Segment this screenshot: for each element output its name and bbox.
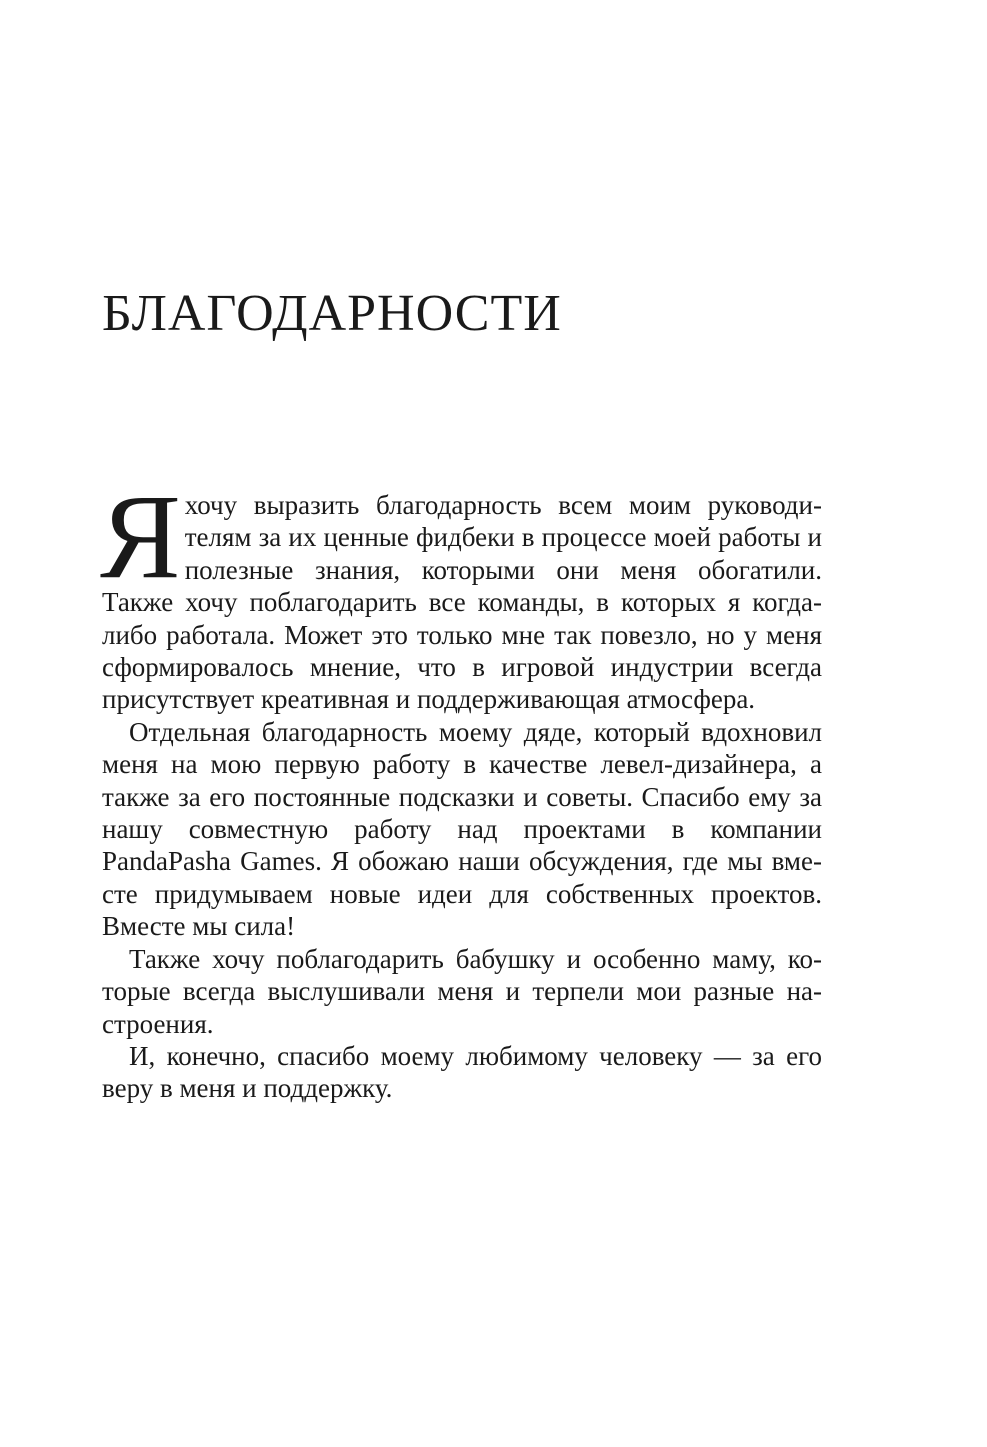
paragraph-2: Отдельная благодарность моему дяде, который вдохновил меня на мою первую работу в качестве левел-дизайнера, а также за его постоянные подсказки и советы. Спасибо ему за нашу совместную работу над проектами в компании PandaPasha Games. Я обожаю наши обсуждения, где мы вместе придумываем новые идеи для собственных проектов. Вместе мы сила! — [102, 716, 822, 942]
paragraph-1-text: хочу выразить благодарность всем моим руководителям за их ценные фидбеки в процессе моей работы и полезные знания, которыми они меня обогатили. Также хочу поблагодарить все команды, в которых я когда-либо работала. Может это только мне так повезло, но у меня сформировалось мнение, что в игровой индустрии всегда присутствует креативная и поддерживающая атмосфера. — [102, 490, 822, 715]
chapter-title: БЛАГОДАРНОСТИ — [102, 285, 562, 342]
paragraph-1 — [100, 470, 822, 716]
drop-cap: Я — [100, 470, 181, 604]
body-text — [100, 470, 822, 1105]
paragraph-3: Также хочу поблагодарить бабушку и особенно маму, которые всегда выслушивали меня и терпели мои разные настроения. — [102, 943, 822, 1039]
paragraph-4: И, конечно, спасибо моему любимому человеку — за его веру в меня и поддержку. — [102, 1040, 822, 1104]
